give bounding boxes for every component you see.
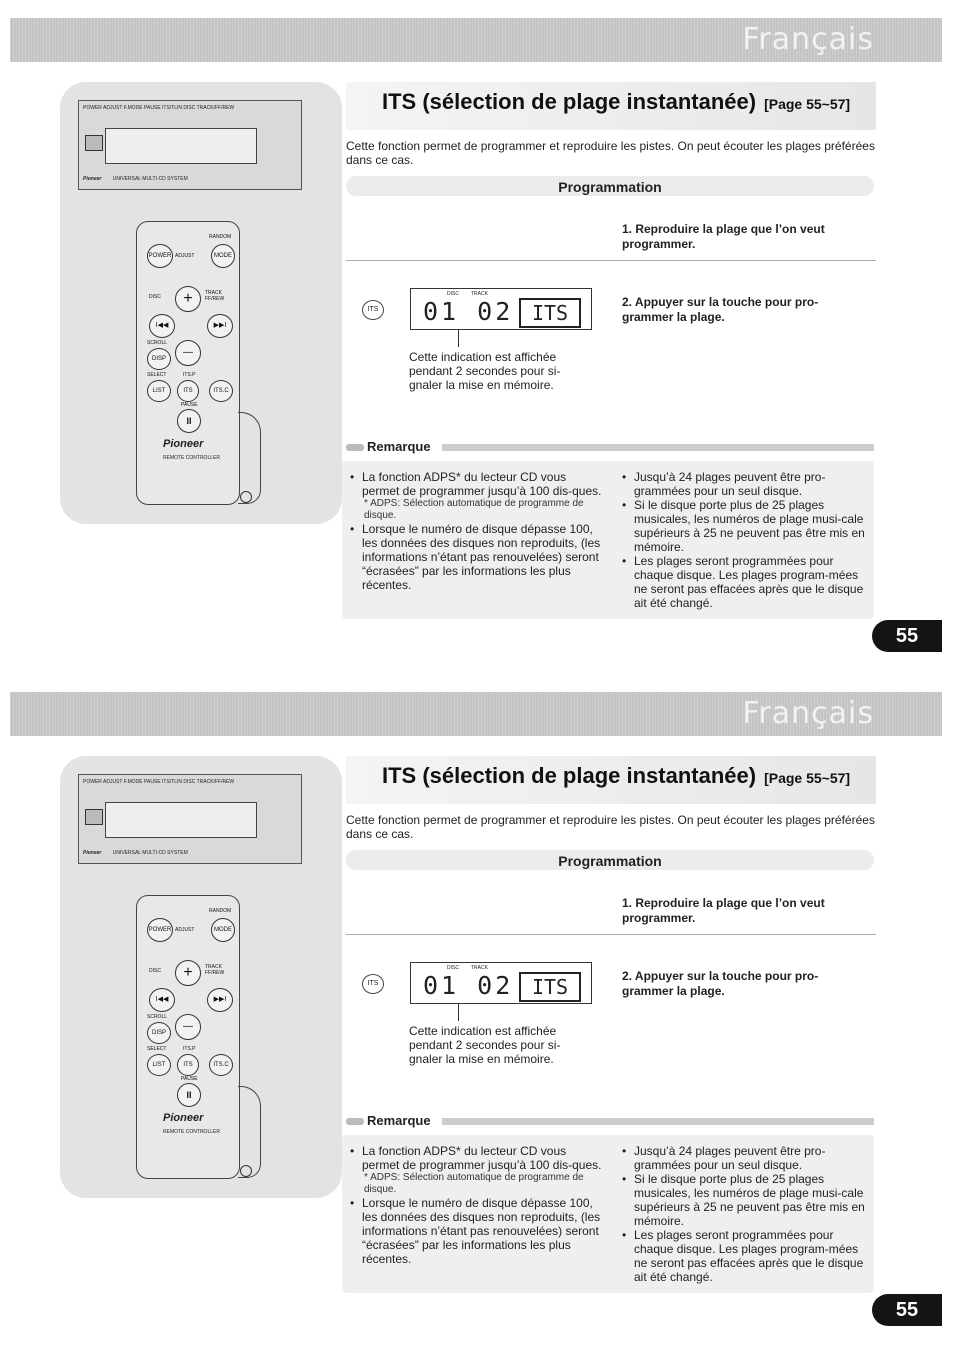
prev-track-icon: I◀◀	[149, 314, 175, 338]
lcd-disc-label: DISC	[447, 965, 459, 971]
plus-icon: +	[175, 960, 201, 986]
remote-tail	[238, 1086, 261, 1178]
page-half-bottom	[0, 674, 954, 1349]
language-banner	[10, 692, 942, 736]
remote-mode-button: MODE	[211, 244, 235, 268]
divider	[346, 934, 876, 935]
intro-text: Cette fonction permet de programmer et reproduire les pistes. On peut écouter les plages préférées dans ce cas.	[346, 139, 875, 167]
device-illustration	[60, 82, 342, 524]
lcd-display	[410, 962, 592, 1004]
page-title	[382, 763, 850, 789]
page-half-top	[0, 0, 954, 675]
lcd-its-indicator: ITS	[519, 972, 581, 1002]
cd-slot-icon	[85, 809, 103, 825]
remote-itsp-label: ITS.P	[183, 372, 196, 378]
next-track-icon: ▶▶I	[207, 314, 233, 338]
head-unit-brand: Pioneer	[83, 176, 102, 182]
remote-brand: Pioneer	[163, 1112, 204, 1124]
remote-controller	[136, 221, 240, 505]
list-item: • Les plages seront programmées pour chaque disque. Les plages program-mées ne seront pas effacées après que le disque ait été changé.	[620, 554, 870, 610]
remote-select-label: SELECT	[147, 372, 167, 378]
pause-icon: II	[177, 409, 201, 433]
remarque-right-column	[620, 470, 870, 610]
remote-power-button: POWER	[147, 918, 173, 942]
remote-brand: Pioneer	[163, 438, 204, 450]
banner-title: Français	[742, 22, 874, 57]
list-item: • La fonction ADPS* du lecteur CD vous permet de programmer jusqu’à 100 dis-ques.	[348, 1144, 602, 1172]
remarque-title: Remarque	[367, 439, 431, 454]
list-item: • Les plages seront programmées pour chaque disque. Les plages program-mées ne seront pas effacées après que le disque ait été changé.	[620, 1228, 870, 1284]
remarque-heading	[346, 1113, 874, 1129]
remote-controller-label: REMOTE CONTROLLER	[163, 1129, 220, 1135]
page-reference: [Page 55~57]	[764, 770, 851, 786]
remote-controller-label: REMOTE CONTROLLER	[163, 455, 220, 461]
lcd-track-label: TRACK	[470, 965, 488, 971]
step-1: 1. Reproduire la plage que l’on veut programmer.	[622, 222, 825, 251]
lcd-track-label: TRACK	[470, 291, 488, 297]
remote-random-label: RANDOM	[209, 908, 232, 914]
cd-slot-icon	[85, 135, 103, 151]
plus-icon: +	[175, 286, 201, 312]
remarque-rule	[442, 444, 874, 451]
lcd-digits: 01 02	[423, 971, 514, 1000]
remarque-rule	[442, 1118, 874, 1125]
footnote: * ADPS: Sélection automatique de programme de disque.	[364, 1172, 584, 1195]
list-item: • Lorsque le numéro de disque dépasse 100, les données des disques non reproduits, (les informations n’étant pas renouvelées) seront “écrasées” par les informations les plus récentes.	[348, 522, 602, 592]
remote-tail	[238, 412, 261, 504]
section-heading	[346, 82, 876, 130]
remote-scroll-label: SCROLL	[147, 340, 168, 346]
page-number: 55	[872, 620, 942, 652]
head-unit-labels: POWER ADJUST F.MODE PAUSE ITS/TLIN DISC TRACK/FF/REW	[83, 105, 235, 111]
remote-disc-label: DISC	[149, 294, 161, 300]
intro-text: Cette fonction permet de programmer et reproduire les pistes. On peut écouter les plages préférées dans ce cas.	[346, 813, 875, 841]
subsection-title: Programmation	[558, 179, 662, 195]
page-reference: [Page 55~57]	[764, 96, 851, 112]
remarque-heading	[346, 439, 874, 455]
callout-line	[458, 1003, 459, 1021]
remote-pause-label: PAUSE	[181, 1076, 198, 1082]
lcd-display	[410, 288, 592, 330]
divider	[346, 260, 876, 261]
minus-icon: —	[175, 1014, 201, 1040]
subsection-bar	[346, 850, 874, 870]
remote-scroll-label: SCROLL	[147, 1014, 168, 1020]
subsection-bar	[346, 176, 874, 196]
pause-icon: II	[177, 1083, 201, 1107]
remote-disc-label: DISC	[149, 968, 161, 974]
remote-ring-icon	[240, 491, 252, 503]
remote-itsc-button: ITS.C	[209, 380, 233, 402]
remarque-lead-bar	[346, 1118, 364, 1125]
head-unit	[78, 774, 302, 864]
remote-its-button: ITS	[177, 380, 199, 402]
its-button-icon: ITS	[362, 300, 384, 320]
display-caption: Cette indication est affichée pendant 2 secondes pour si-gnaler la mise en mémoire.	[409, 350, 561, 392]
head-unit-footer	[83, 848, 295, 859]
callout-line	[458, 329, 459, 347]
remote-adjust-label: ADJUST	[175, 927, 195, 933]
display-caption: Cette indication est affichée pendant 2 secondes pour si-gnaler la mise en mémoire.	[409, 1024, 561, 1066]
remarque-title: Remarque	[367, 1113, 431, 1128]
list-item: • Lorsque le numéro de disque dépasse 100, les données des disques non reproduits, (les informations n’étant pas renouvelées) seront “écrasées” par les informations les plus récentes.	[348, 1196, 602, 1266]
remote-list-button: LIST	[147, 380, 171, 402]
step-2: 2. Appuyer sur la touche pour pro-grammer la plage.	[622, 969, 819, 998]
remote-ring-icon	[240, 1165, 252, 1177]
list-item: • La fonction ADPS* du lecteur CD vous permet de programmer jusqu’à 100 dis-ques.	[348, 470, 602, 498]
remarque-box	[342, 1135, 874, 1293]
page-title-text: ITS (sélection de plage instantanée)	[382, 763, 757, 788]
footnote: * ADPS: Sélection automatique de programme de disque.	[364, 498, 584, 521]
remarque-box	[342, 461, 874, 619]
page-title	[382, 89, 850, 115]
minus-icon: —	[175, 340, 201, 366]
head-unit-brand: Pioneer	[83, 850, 102, 856]
remote-track-label: TRACK FF/REW	[205, 964, 225, 976]
remote-pause-label: PAUSE	[181, 402, 198, 408]
remarque-right-column	[620, 1144, 870, 1284]
remote-track-label: TRACK FF/REW	[205, 290, 225, 302]
lcd-its-indicator: ITS	[519, 298, 581, 328]
device-illustration	[60, 756, 342, 1198]
remote-power-button: POWER	[147, 244, 173, 268]
step-2: 2. Appuyer sur la touche pour pro-grammer la plage.	[622, 295, 819, 324]
list-item: • Si le disque porte plus de 25 plages musicales, les numéros de plage musi-cale supérieurs à 25 ne peuvent pas être mis en mémoire.	[620, 1172, 870, 1228]
head-unit-footer	[83, 174, 295, 185]
prev-track-icon: I◀◀	[149, 988, 175, 1012]
language-banner	[10, 18, 942, 62]
list-item: • Si le disque porte plus de 25 plages musicales, les numéros de plage musi-cale supérieurs à 25 ne peuvent pas être mis en mémoire.	[620, 498, 870, 554]
banner-title: Français	[742, 696, 874, 731]
head-unit-display	[105, 802, 257, 838]
remarque-left-column	[348, 1144, 602, 1266]
head-unit-model: UNIVERSAL MULTI-CD SYSTEM	[112, 850, 188, 856]
remote-select-label: SELECT	[147, 1046, 167, 1052]
page-number: 55	[872, 1294, 942, 1326]
head-unit-labels: POWER ADJUST F.MODE PAUSE ITS/TLIN DISC TRACK/FF/REW	[83, 779, 235, 785]
page-title-text: ITS (sélection de plage instantanée)	[382, 89, 757, 114]
head-unit	[78, 100, 302, 190]
remarque-left-column	[348, 470, 602, 592]
subsection-title: Programmation	[558, 853, 662, 869]
remote-itsp-label: ITS.P	[183, 1046, 196, 1052]
remote-mode-button: MODE	[211, 918, 235, 942]
lcd-disc-label: DISC	[447, 291, 459, 297]
remote-itsc-button: ITS.C	[209, 1054, 233, 1076]
next-track-icon: ▶▶I	[207, 988, 233, 1012]
its-button-icon: ITS	[362, 974, 384, 994]
list-item: • Jusqu’à 24 plages peuvent être pro-grammées pour un seul disque.	[620, 470, 870, 498]
remote-disp-button: DISP	[147, 1022, 171, 1044]
lcd-digits: 01 02	[423, 297, 514, 326]
remote-disp-button: DISP	[147, 348, 171, 370]
remote-random-label: RANDOM	[209, 234, 232, 240]
section-heading	[346, 756, 876, 804]
head-unit-model: UNIVERSAL MULTI-CD SYSTEM	[112, 176, 188, 182]
list-item: • Jusqu’à 24 plages peuvent être pro-grammées pour un seul disque.	[620, 1144, 870, 1172]
head-unit-display	[105, 128, 257, 164]
step-1: 1. Reproduire la plage que l’on veut programmer.	[622, 896, 825, 925]
remote-list-button: LIST	[147, 1054, 171, 1076]
remote-controller	[136, 895, 240, 1179]
remarque-lead-bar	[346, 444, 364, 451]
remote-its-button: ITS	[177, 1054, 199, 1076]
remote-adjust-label: ADJUST	[175, 253, 195, 259]
